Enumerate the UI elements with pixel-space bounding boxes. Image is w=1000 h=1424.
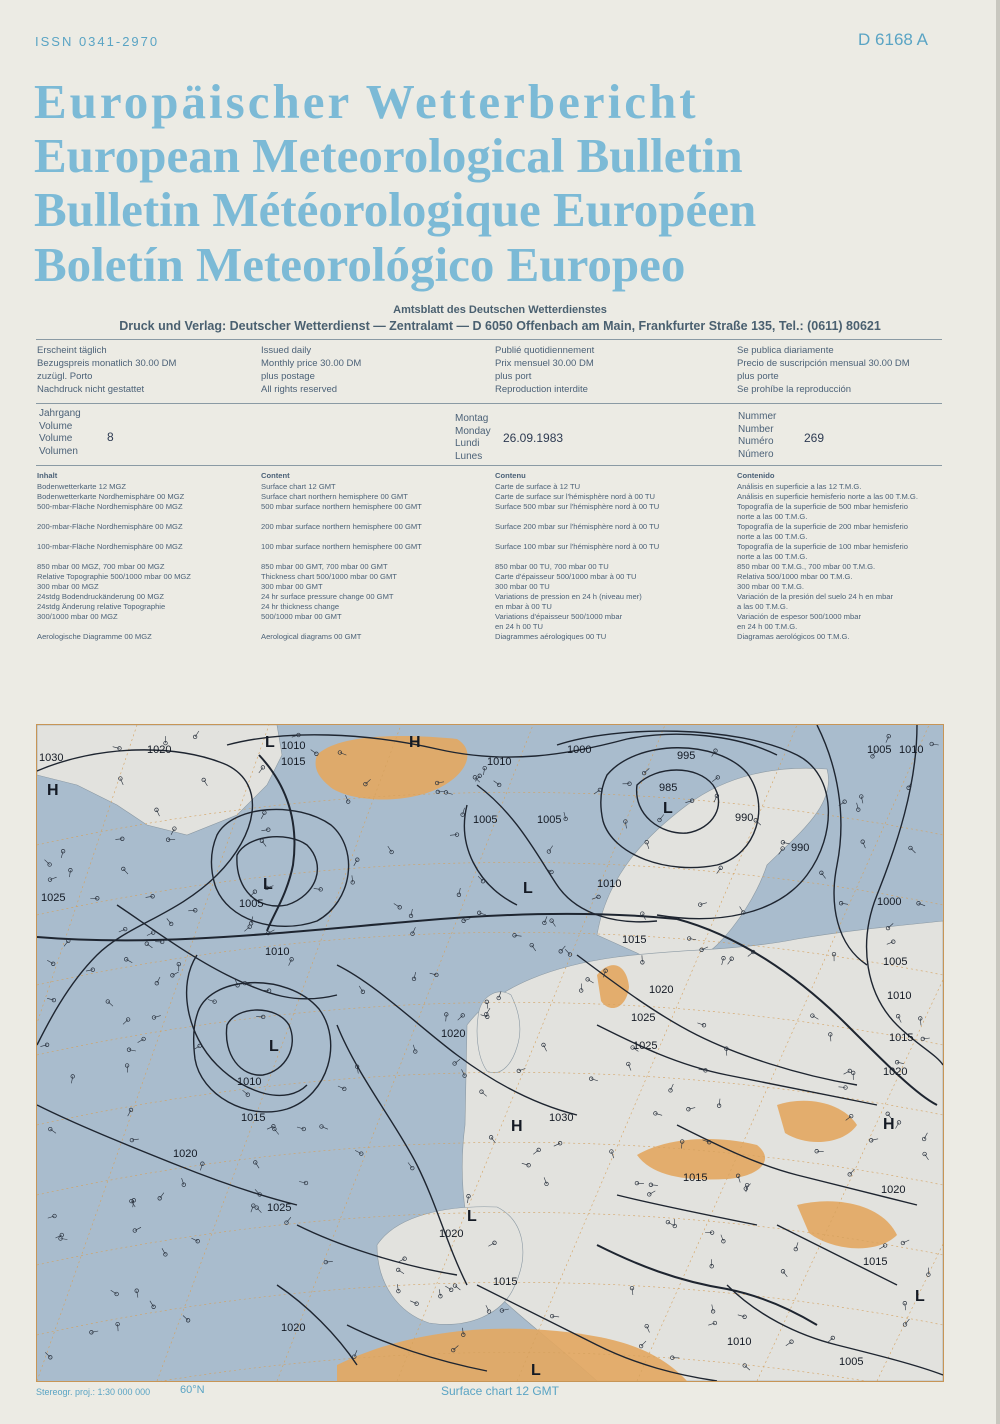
subscription-line: plus porte [737,371,779,382]
contents-item [37,512,191,522]
number-label: Number [738,423,774,435]
issue-date: 26.09.1983 [503,431,564,445]
contents-heading: Inhalt [37,471,58,480]
day-label: Monday [455,425,491,437]
isobar-label: 1010 [597,878,622,890]
projection-scale: Stereogr. proj.: 1:30 000 000 [36,1387,151,1397]
contents-item [495,552,659,562]
contents-item: 100 mbar surface northern hemisphere 00 GMT [261,542,422,551]
isobar-label: 995 [677,750,696,762]
map-caption: Surface chart 12 GMT [440,1384,560,1398]
high-center: H [409,734,421,751]
issue-number: 269 [804,431,825,445]
contents-item: 24stdg Bodendruckänderung 00 MGZ [37,592,165,601]
isobar-label: 1010 [887,990,912,1002]
contents-item: Variations d'épaisseur 500/1000 mbar [495,612,623,621]
isobar-label: 1025 [631,1012,656,1024]
contents-item: 300 mbar 00 GMT [261,582,323,591]
isobar-label: 1020 [281,1322,306,1334]
isobar-label: 1025 [41,892,66,904]
isobar-label: 1020 [173,1148,198,1160]
contents-item: en 24 h 00 T.M.G. [737,622,798,631]
isobar-label: 1005 [883,956,908,968]
isobar-label: 1015 [889,1032,914,1044]
subscription-line: Prix mensuel 30.00 DM [495,358,594,369]
isobar-label: 1005 [537,814,562,826]
isobar-label: 1000 [877,896,902,908]
title-english: European Meteorological Bulletin [34,128,743,183]
isobar-label: 1020 [649,984,674,996]
high-center: H [883,1116,895,1133]
volume-labels [39,408,81,458]
subscription-french [495,344,594,396]
volume-value: 8 [107,430,114,444]
isobar-label: 1020 [883,1066,908,1078]
document-number: D 6168 A [858,30,928,49]
contents-english [261,471,422,642]
title-spanish: Boletín Meteorológico Europeo [34,237,686,292]
contents-item: Surface 500 mbar sur l'hémisphère nord à 00 TU [495,502,660,511]
contents-item: Variación de espesor 500/1000 mbar [737,612,861,621]
contents-item: Carte d'épaisseur 500/1000 mbar à 00 TU [495,572,637,581]
isobar-label: 985 [659,782,678,794]
isobar-label: 1015 [493,1276,518,1288]
contents-item: Surface 200 mbar sur l'hémisphère nord à 00 TU [495,522,660,531]
isobar-label: 1000 [567,744,592,756]
contents-item: norte a las 00 T.M.G. [737,512,808,521]
contents-item [261,532,422,542]
high-center: H [511,1118,523,1135]
isobar-label: 1015 [683,1172,708,1184]
subscription-line: Nachdruck nicht gestattet [37,384,145,395]
day-label: Lundi [455,438,480,449]
subscription-line: plus postage [261,371,315,382]
title-german: Europäischer Wetterbericht [34,74,699,129]
contents-item: Surface chart northern hemisphere 00 GMT [261,492,408,501]
isobar-label: 1005 [839,1356,864,1368]
isobar-label: 1010 [727,1336,752,1348]
contents-item: 200 mbar surface northern hemisphere 00 GMT [261,522,422,531]
contents-item: 24 hr thickness change [261,602,340,611]
isobar-label: 1010 [281,740,306,752]
page-edge [996,0,1000,1424]
contents-item [495,532,659,542]
isobar-label: 1010 [899,744,924,756]
contents-item: Bodenwetterkarte Nordhemisphäre 00 MGZ [37,492,185,501]
isobar-label: 1030 [39,752,64,764]
isobar-label: 1015 [622,934,647,946]
number-labels [738,411,776,461]
contents-item [261,552,422,562]
contents-item: 100-mbar-Fläche Nordhemisphäre 00 MGZ [37,542,183,551]
divider [36,465,942,466]
contents-item: Topografía de la superficie de 500 mbar hemisferio [737,502,908,511]
isobar-label: 1025 [267,1202,292,1214]
contents-item: Análisis en superficie hemisferio norte a las 00 T.M.G. [737,492,918,501]
volume-label: Volume [39,433,73,444]
contents-item: Análisis en superficie a las 12 T.M.G. [737,482,862,491]
isobar-label: 1025 [633,1040,658,1052]
contents-item: en 24 h 00 TU [495,622,543,631]
publisher-line: Druck und Verlag: Deutscher Wetterdienst — Zentralamt — D 6050 Offenbach am Main, Frankfurter Straße 135, Tel.: (0611) 80621 [119,319,881,333]
contents-item: Diagramas aerológicos 00 T.M.G. [737,632,850,641]
isobar-label: 1015 [241,1112,266,1124]
contents-heading: Content [261,471,290,480]
low-center: L [523,880,533,897]
low-center: L [663,800,673,817]
divider [36,339,942,340]
contents-item: Topografía de la superficie de 100 mbar hemisferio [737,542,908,551]
isobar-label: 1020 [441,1028,466,1040]
contents-item: 500/1000 mbar 00 GMT [261,612,342,621]
contents-item [261,512,422,522]
contents-item: 300 mbar 00 T.M.G. [737,582,804,591]
contents-item: 850 mbar 00 T.M.G., 700 mbar 00 T.M.G. [737,562,876,571]
contents-item: 300/1000 mbar 00 MGZ [37,612,118,621]
isobar-label: 1020 [147,744,172,756]
contents-heading: Contenu [495,471,526,480]
subscription-line: Issued daily [261,345,312,356]
day-label: Montag [455,413,489,424]
isobar-label: 1005 [239,898,264,910]
contents-item: Aerologische Diagramme 00 MGZ [37,632,152,641]
contents-item [261,622,422,632]
contents-item [37,532,191,542]
low-center: L [263,876,273,893]
isobar-label: 1030 [549,1112,574,1124]
low-center: L [265,734,275,751]
low-center: L [467,1208,477,1225]
high-center: H [47,782,59,799]
low-center: L [531,1362,541,1379]
subscription-line: Bezugspreis monatlich 30.00 DM [37,358,177,369]
number-label: Numéro [738,436,774,447]
isobar-label: 990 [735,812,754,824]
contents-item [495,512,659,522]
contents-item: 24stdg Änderung relative Topographie [37,602,166,611]
contents-item: Variación de la presión del suelo 24 h en mbar [737,592,894,601]
contents-item: 850 mbar 00 MGZ, 700 mbar 00 MGZ [37,562,165,571]
subscription-english [261,344,361,396]
contents-item: 850 mbar 00 GMT, 700 mbar 00 GMT [261,562,388,571]
subscription-spanish [737,344,910,396]
isobar-label: 1005 [867,744,892,756]
low-center: L [269,1038,279,1055]
contents-item: Relative Topographie 500/1000 mbar 00 MGZ [37,572,191,581]
subscription-line: Monthly price 30.00 DM [261,358,362,369]
volume-label: Volumen [39,445,78,457]
contents-item [37,552,191,562]
volume-label: Volume [39,420,73,432]
contents-item: 500 mbar surface northern hemisphere 00 GMT [261,502,422,511]
contents-item: 300 mbar 00 TU [495,582,550,591]
contents-item: Surface chart 12 GMT [261,482,336,491]
contents-item: 850 mbar 00 TU, 700 mbar 00 TU [495,562,609,571]
day-labels [455,413,491,463]
isobar-label: 1020 [439,1228,464,1240]
low-center: L [915,1288,925,1305]
contents-item: Carte de surface à 12 TU [495,482,581,491]
isobar-label: 1005 [473,814,498,826]
surface-chart-svg [37,725,943,1381]
volume-label: Jahrgang [39,408,81,419]
subscription-line: All rights reserved [261,384,338,395]
subscription-line: Publié quotidiennement [495,345,595,356]
contents-german [37,471,191,642]
subscription-line: Precio de suscripción mensual 30.00 DM [737,358,910,369]
contents-item: norte a las 00 T.M.G. [737,552,808,561]
day-label: Lunes [455,450,483,462]
contents-heading: Contenido [737,471,775,480]
contents-item: a las 00 T.M.G. [737,602,788,611]
number-label: Número [738,448,774,460]
divider [36,403,942,404]
contents-item: 200-mbar-Fläche Nordhemisphäre 00 MGZ [37,522,183,531]
contents-item: Aerological diagrams 00 GMT [261,632,362,641]
contents-item [37,622,191,632]
contents-item: 300 mbar 00 MGZ [37,582,99,591]
isobar-label: 1015 [863,1256,888,1268]
isobar-label: 1020 [881,1184,906,1196]
contents-item: Variations de pression en 24 h (niveau mer) [495,592,642,601]
contents-spanish [737,471,918,642]
subscription-line: plus port [495,371,532,382]
contents-item: Surface 100 mbar sur l'hémisphère nord à 00 TU [495,542,660,551]
contents-item: Bodenwetterkarte 12 MGZ [37,482,127,491]
subscription-line: Reproduction interdite [495,384,588,395]
issn-number: ISSN 0341-2970 [35,34,160,49]
title-french: Bulletin Météorologique Européen [34,182,757,237]
contents-item: 500-mbar-Fläche Nordhemisphäre 00 MGZ [37,502,183,511]
contents-item: Topografía de la superficie de 200 mbar hemisferio [737,522,908,531]
contents-item: Relativa 500/1000 mbar 00 T.M.G. [737,572,853,581]
subscription-line: Se publica diariamente [737,345,834,356]
surface-chart-map [36,724,944,1382]
subscription-german [37,344,176,396]
isobar-label: 990 [791,842,810,854]
isobar-label: 1015 [281,756,306,768]
contents-french [495,471,659,642]
contents-item: Carte de surface sur l'hémisphère nord à 00 TU [495,492,656,501]
contents-item: Thickness chart 500/1000 mbar 00 GMT [261,572,397,581]
contents-item: 24 hr surface pressure change 00 GMT [261,592,394,601]
number-label: Nummer [738,411,777,422]
isobar-label: 1010 [237,1076,262,1088]
contents-item: norte a las 00 T.M.G. [737,532,808,541]
contents-item: Diagrammes aérologiques 00 TU [495,632,607,641]
isobar-label: 1010 [487,756,512,768]
contents-item: en mbar à 00 TU [495,602,552,611]
subscription-line: Erscheint täglich [37,345,107,356]
subscription-line: zuzügl. Porto [37,371,93,382]
latitude-reference: 60°N [180,1384,205,1396]
subscription-line: Se prohíbe la reproducción [737,384,852,395]
official-gazette-line: Amtsblatt des Deutschen Wetterdienstes [393,304,607,316]
isobar-label: 1010 [265,946,290,958]
